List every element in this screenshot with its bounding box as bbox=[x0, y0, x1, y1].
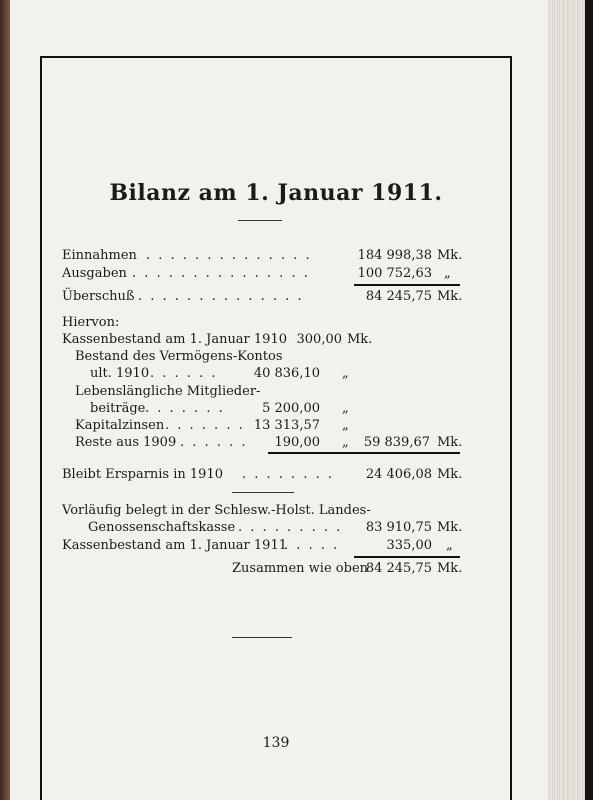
leader-dots: . . . . . . . . bbox=[242, 467, 334, 482]
row-vermoegen-label bbox=[75, 348, 335, 366]
row-unit: „ bbox=[342, 366, 349, 381]
row-ueberschuss bbox=[62, 288, 462, 306]
leader-dots: . . . . . . . bbox=[165, 418, 245, 433]
row-unit: Mk. bbox=[347, 332, 373, 347]
row-value: 83 910,75 bbox=[365, 520, 432, 535]
page-title: Bilanz am 1. Januar 1911. bbox=[109, 180, 443, 206]
row-unit: „ bbox=[446, 538, 453, 553]
row-unit: „ bbox=[444, 266, 451, 281]
row-total: 59 839,67 bbox=[363, 435, 430, 450]
closing-divider bbox=[232, 637, 292, 638]
row-value: 24 406,08 bbox=[365, 467, 432, 482]
row-unit: Mk. bbox=[437, 467, 463, 482]
sum-underline bbox=[354, 556, 460, 558]
row-value: 335,00 bbox=[386, 538, 432, 553]
row-value: 84 245,75 bbox=[365, 561, 432, 576]
row-bleibt bbox=[62, 466, 462, 484]
row-value: 13 313,57 bbox=[253, 418, 320, 433]
row-label: Genossenschaftskasse bbox=[88, 520, 236, 535]
row-label: ult. 1910 bbox=[90, 366, 150, 381]
row-unit: Mk. bbox=[437, 248, 463, 263]
leader-dots: . . . . . bbox=[284, 538, 340, 553]
row-kapitalzinsen bbox=[75, 417, 395, 435]
row-label: beiträge bbox=[90, 401, 146, 416]
row-value: 100 752,63 bbox=[357, 266, 432, 281]
title-divider bbox=[238, 220, 282, 221]
row-beitraege bbox=[90, 400, 390, 418]
row-label: Einnahmen bbox=[62, 248, 137, 263]
sum-underline bbox=[268, 452, 460, 454]
row-value: 5 200,00 bbox=[262, 401, 320, 416]
row-vermoegen bbox=[90, 365, 390, 383]
row-hiervon bbox=[62, 314, 262, 332]
row-label: Vorläufig belegt in der Schlesw.-Holst. Landes- bbox=[62, 503, 371, 518]
row-value: 300,00 bbox=[296, 332, 342, 347]
row-label: Zusammen wie oben bbox=[232, 561, 369, 576]
row-label: Kassenbestand am 1. Januar 1911 bbox=[62, 538, 287, 553]
row-lebenslaenglich-label bbox=[75, 383, 335, 401]
page-number: 139 bbox=[262, 735, 290, 751]
row-label: Ausgaben bbox=[62, 266, 127, 281]
row-label: Bestand des Vermögens-Kontos bbox=[75, 349, 283, 364]
row-value: 190,00 bbox=[274, 435, 320, 450]
row-label: Bleibt Ersparnis in 1910 bbox=[62, 467, 223, 482]
row-unit: „ bbox=[342, 418, 349, 433]
edge-shadow bbox=[585, 0, 593, 800]
row-label: Kassenbestand am 1. Januar 1910 bbox=[62, 332, 287, 347]
row-label: Überschuß bbox=[62, 289, 135, 304]
row-value: 84 245,75 bbox=[365, 289, 432, 304]
row-reste bbox=[75, 434, 465, 452]
row-label: Kapitalzinsen bbox=[75, 418, 165, 433]
row-unit: „ bbox=[342, 401, 349, 416]
row-unit: Mk. bbox=[437, 561, 463, 576]
row-ausgaben bbox=[62, 265, 462, 283]
leader-dots: . . . . . . . bbox=[145, 401, 225, 416]
row-kassenbestand-1910 bbox=[62, 331, 382, 349]
row-value: 184 998,38 bbox=[357, 248, 432, 263]
leader-dots: . . . . . . bbox=[150, 366, 218, 381]
row-kassenbestand-1911 bbox=[62, 537, 462, 555]
row-total-unit: Mk. bbox=[437, 435, 463, 450]
row-unit: Mk. bbox=[437, 289, 463, 304]
leader-dots: . . . . . . bbox=[180, 435, 248, 450]
leader-dots: . . . . . . . . . . . . . . bbox=[146, 248, 312, 263]
section-label: Hiervon: bbox=[62, 315, 120, 330]
row-label: Lebenslängliche Mitglieder- bbox=[75, 384, 261, 399]
leader-dots: . . . . . . . . . . . . . . . bbox=[132, 266, 310, 281]
row-zusammen bbox=[232, 560, 464, 578]
row-value: 40 836,10 bbox=[253, 366, 320, 381]
row-label: Reste aus 1909 bbox=[75, 435, 177, 450]
row-unit: „ bbox=[342, 435, 349, 450]
row-einnahmen bbox=[62, 247, 462, 265]
row-vorlaeufig-label bbox=[62, 502, 462, 520]
sum-underline bbox=[354, 284, 460, 286]
leader-dots: . . . . . . . . . . . . . . bbox=[138, 289, 304, 304]
row-genossenschaft bbox=[88, 519, 468, 537]
leader-dots: . . . . . . . . . bbox=[238, 520, 343, 535]
row-unit: Mk. bbox=[437, 520, 463, 535]
section-divider bbox=[232, 492, 294, 493]
